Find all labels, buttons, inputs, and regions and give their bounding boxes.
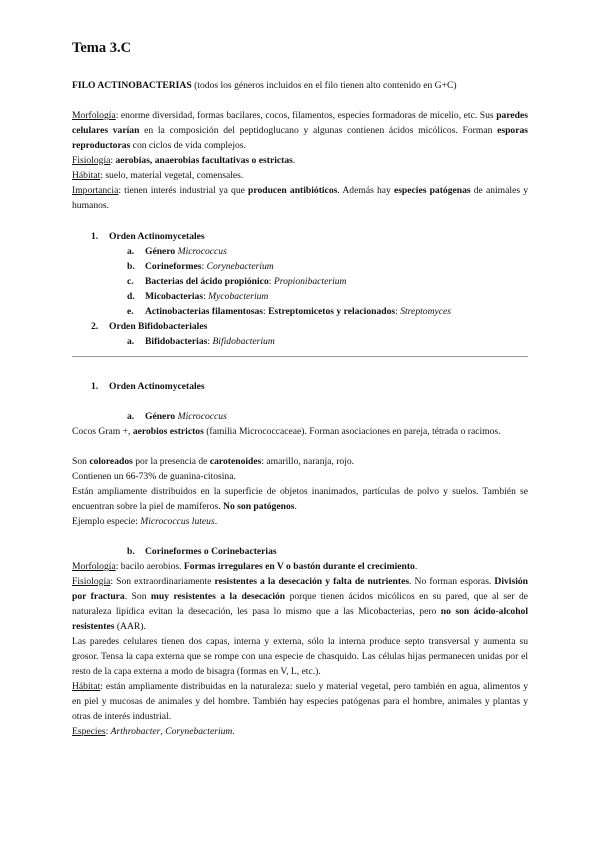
filo-heading: FILO ACTINOBACTERIAS (72, 80, 192, 91)
fisiologia-paragraph: Fisiología: aerobias, anaerobias facultativas o estrictas. (72, 155, 296, 166)
corineformes-fisiologia: Fisiología: Son extraordinariamente resistentes a la desecación y falta de nutrientes. No forman esporas. División por fractura. Son muy resistentes a la desecación porque tienen ácidos micólicos en su pared, que al ser de naturaleza lipídica evitan la desecación, les pasa lo mismo que a las Micobacterias, pero no son ácido-alcohol resistentes (AAR). (72, 576, 529, 632)
micrococcus-paragraph-4: Están ampliamente distribuidos en la superficie de objetos inanimados, partículas de polvo y suelos. También se encuentran sobre la piel de mamíferos. No son patógenos. (72, 486, 528, 512)
subsection-heading-corineformes: b. Corineformes o Corinebacterias (127, 546, 277, 557)
toc-item-propionico: c. Bacterias del ácido propiónico: Propionibacterium (127, 276, 347, 287)
micrococcus-paragraph-2: Son coloreados por la presencia de carotenoides: amarillo, naranja, rojo. (72, 456, 355, 467)
micrococcus-paragraph-3: Contienen un 66-73% de guanina-citosina. (72, 471, 236, 482)
toc-item-micrococcus: a. Género Micrococcus (127, 246, 227, 257)
toc-item-corineformes: b. Corineformes: Corynebacterium (127, 261, 274, 272)
corineformes-especies: Especies: Arthrobacter, Corynebacterium. (72, 726, 235, 737)
habitat-paragraph: Hábitat: suelo, material vegetal, comensales. (72, 170, 244, 181)
importancia-paragraph: Importancia: tienen interés industrial ya que producen antibióticos. Además hay especies patógenas de animales y humanos. (72, 185, 528, 211)
section-divider (72, 356, 528, 357)
toc-item-micobacterias: d. Micobacterias: Mycobacterium (127, 291, 269, 302)
toc-orden-bifidobacteriales: 2. Orden Bifidobacteriales (91, 321, 208, 332)
corineformes-paredes: Las paredes celulares tienen dos capas, interna y externa, sólo la interna produce septo transversal y aumenta su grosor. Tensa la capa externa que se rompe con una especie de chasquido. Las células hijas permanecen unidas por el resto de la capa externa a modo de bisagra (formas en V, L, etc.). (72, 636, 528, 677)
intro-paragraph: FILO ACTINOBACTERIAS (todos los géneros incluidos en el filo tienen alto contenido en G+C) (72, 80, 457, 91)
micrococcus-paragraph-1: Cocos Gram +, aerobios estrictos (familia Micrococcaceae). Forman asociaciones en pareja, tétrada o racimos. (72, 426, 501, 437)
toc-orden-actinomycetales: 1. Orden Actinomycetales (91, 231, 205, 242)
toc-item-filamentosas: e. Actinobacterias filamentosas: Estreptomicetos y relacionados: Streptomyces (127, 306, 452, 317)
section-heading-actinomycetales: 1. Orden Actinomycetales (91, 381, 205, 392)
corineformes-habitat: Hábitat: están ampliamente distribuidas en la naturaleza: suelo y material vegetal, pero también en agua, alimentos y en piel y mucosas de animales y del hombre. También hay especies patógenas para el hombre, animales y plantas y otras de interés industrial. (72, 681, 528, 722)
micrococcus-paragraph-5: Ejemplo especie: Micrococcus luteus. (72, 516, 218, 527)
morfologia-paragraph: Morfología: enorme diversidad, formas bacilares, cocos, filamentos, especies formadoras de micelio, etc. Sus paredes celulares varían en la composición del peptidoglucano y algunas contienen ácidos micólicos. Forman esporas reproductoras con ciclos de vida complejos. (72, 110, 528, 151)
toc-item-bifidobacterias: a. Bifidobacterias: Bifidobacterium (127, 336, 275, 347)
page-title: Tema 3.C (72, 40, 132, 56)
corineformes-morfologia: Morfología: bacilo aerobios. Formas irregulares en V o bastón durante el crecimiento. (72, 561, 418, 572)
subsection-heading-micrococcus: a. Género Micrococcus (127, 411, 227, 422)
